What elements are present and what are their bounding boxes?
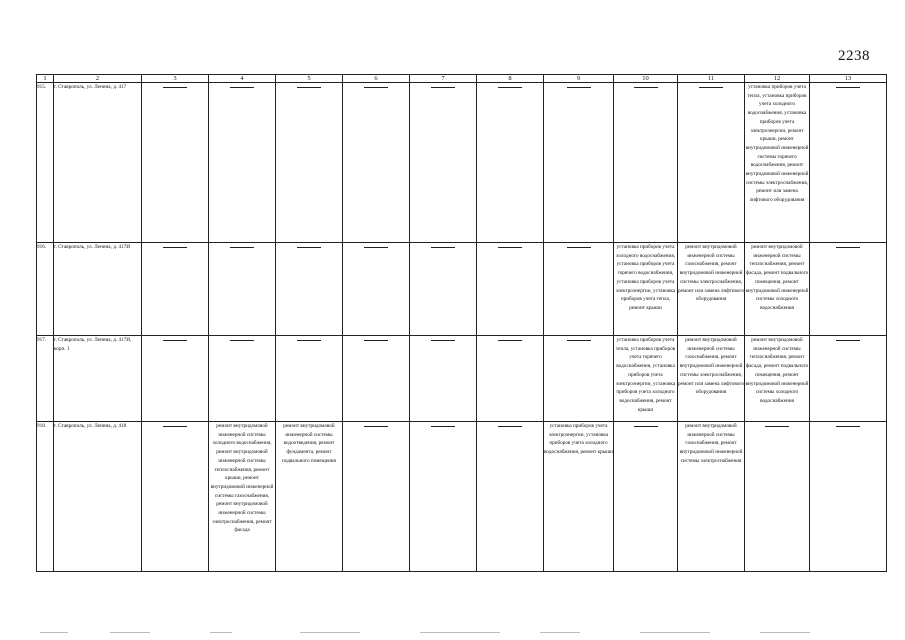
dash-mark	[431, 247, 455, 248]
work-list-cell: ремонт внутридомовой инженерной системы газоснабжения, ремонт внутридомовой инженерной системы электроснабжения, ремонт или замена лифтового оборудования	[678, 336, 745, 422]
register-table	[36, 74, 887, 572]
empty-dash-cell	[810, 422, 887, 572]
work-list-cell: установка приборов учета тепла, установка приборов учета холодного водоснабжения, установка приборов учета электроэнергии, ремонт крыши, ремонт внутридомовой инженерной системы горячего водоснабжения, ремонт внутридомовой инженерной системы электроснабжения, ремонт или замена лифтового оборудования	[745, 83, 810, 243]
dash-mark	[431, 340, 455, 341]
empty-dash-cell	[343, 336, 410, 422]
dash-mark	[431, 426, 455, 427]
row-number: 915.	[37, 83, 54, 243]
empty-dash-cell	[810, 83, 887, 243]
dash-mark	[634, 426, 658, 427]
column-header-6: 6	[343, 75, 410, 83]
table-header	[37, 75, 887, 83]
row-number: 916.	[37, 243, 54, 336]
empty-dash-cell	[276, 336, 343, 422]
table-body	[37, 83, 887, 572]
empty-dash-cell	[343, 243, 410, 336]
page-number: 2238	[838, 48, 870, 64]
work-list-cell: ремонт внутридомовой инженерной системы холодного водоснабжения, ремонт внутридомовой инженерной системы теплоснабжения, ремонт крыши, ремонт внутридомовой инженерной системы газоснабжения, ремонт внутридомовой инженерной системы электроснабжения, ремонт фасада	[209, 422, 276, 572]
dash-mark	[364, 87, 388, 88]
dash-mark	[163, 247, 187, 248]
empty-dash-cell	[209, 336, 276, 422]
work-list-cell: ремонт внутридомовой инженерной системы газоснабжения, ремонт внутридомовой инженерной системы электроснабжения	[678, 422, 745, 572]
dash-mark	[230, 247, 254, 248]
work-list-cell: установка приборов учета холодного водоснабжения, установка приборов учета горячего водоснабжения, установка приборов учета электроэнергии, установка приборов учета тепла, ремонт крыши	[614, 243, 678, 336]
dash-mark	[163, 87, 187, 88]
empty-dash-cell	[209, 243, 276, 336]
dash-mark	[634, 87, 658, 88]
empty-dash-cell	[614, 83, 678, 243]
empty-dash-cell	[544, 243, 614, 336]
empty-dash-cell	[410, 243, 477, 336]
column-header-9: 9	[544, 75, 614, 83]
table-row	[37, 83, 887, 243]
column-header-8: 8	[477, 75, 544, 83]
dash-mark	[836, 426, 860, 427]
empty-dash-cell	[614, 422, 678, 572]
work-list-cell: ремонт внутридомовой инженерной системы теплоснабжения, ремонт фасада, ремонт подвального помещения, ремонт внутридомовой инженерной системы холодного водоснабжения	[745, 243, 810, 336]
dash-mark	[364, 247, 388, 248]
empty-dash-cell	[410, 422, 477, 572]
empty-dash-cell	[410, 83, 477, 243]
dash-mark	[163, 426, 187, 427]
address-cell: г. Ставрополь, ул. Ленина, д. 417И	[54, 243, 142, 336]
work-list-cell: установка приборов учета электроэнергии, установка приборов учета холодного водоснабжения, ремонт крыши	[544, 422, 614, 572]
empty-dash-cell	[678, 83, 745, 243]
work-list-cell: ремонт внутридомовой инженерной системы водоотведения, ремонт фундамента, ремонт подвального помещения	[276, 422, 343, 572]
dash-mark	[836, 340, 860, 341]
dash-mark	[498, 340, 522, 341]
empty-dash-cell	[544, 83, 614, 243]
address-cell: г. Ставрополь, ул. Ленина, д. 418	[54, 422, 142, 572]
table-row	[37, 336, 887, 422]
column-header-1: 1	[37, 75, 54, 83]
dash-mark	[498, 247, 522, 248]
empty-dash-cell	[209, 83, 276, 243]
empty-dash-cell	[343, 83, 410, 243]
work-list-cell: установка приборов учета тепла, установка приборов учета горячего водоснабжения, установка приборов учета электроэнергии, установка приборов учета холодного водоснабжения, ремонт крыши	[614, 336, 678, 422]
dash-mark	[431, 87, 455, 88]
dash-mark	[297, 87, 321, 88]
dash-mark	[498, 426, 522, 427]
dash-mark	[230, 87, 254, 88]
empty-dash-cell	[142, 243, 209, 336]
dash-mark	[163, 340, 187, 341]
empty-dash-cell	[276, 83, 343, 243]
dash-mark	[230, 340, 254, 341]
column-header-10: 10	[614, 75, 678, 83]
column-header-5: 5	[276, 75, 343, 83]
empty-dash-cell	[276, 243, 343, 336]
empty-dash-cell	[810, 336, 887, 422]
empty-dash-cell	[142, 422, 209, 572]
column-header-7: 7	[410, 75, 477, 83]
dash-mark	[567, 87, 591, 88]
bottom-scan-artifacts	[0, 628, 905, 638]
empty-dash-cell	[477, 243, 544, 336]
table-row	[37, 243, 887, 336]
empty-dash-cell	[142, 336, 209, 422]
dash-mark	[567, 247, 591, 248]
dash-mark	[498, 87, 522, 88]
dash-mark	[364, 426, 388, 427]
column-header-2: 2	[54, 75, 142, 83]
dash-mark	[364, 340, 388, 341]
row-number: 918.	[37, 422, 54, 572]
work-list-cell: ремонт внутридомовой инженерной системы теплоснабжения, ремонт фасада, ремонт подвального помещения, ремонт внутридомовой инженерной системы холодного водоснабжения	[745, 336, 810, 422]
empty-dash-cell	[745, 422, 810, 572]
column-header-4: 4	[209, 75, 276, 83]
empty-dash-cell	[810, 243, 887, 336]
dash-mark	[297, 247, 321, 248]
table-row	[37, 422, 887, 572]
dash-mark	[699, 87, 723, 88]
row-number: 917.	[37, 336, 54, 422]
dash-mark	[567, 340, 591, 341]
work-list-cell: ремонт внутридомовой инженерной системы газоснабжения, ремонт внутридомовой инженерной системы электроснабжения, ремонт или замена лифтового оборудования	[678, 243, 745, 336]
column-header-11: 11	[678, 75, 745, 83]
address-cell: г. Ставрополь, ул. Ленина, д. 417	[54, 83, 142, 243]
empty-dash-cell	[477, 422, 544, 572]
column-header-3: 3	[142, 75, 209, 83]
dash-mark	[836, 87, 860, 88]
empty-dash-cell	[477, 336, 544, 422]
empty-dash-cell	[343, 422, 410, 572]
empty-dash-cell	[544, 336, 614, 422]
column-header-12: 12	[745, 75, 810, 83]
empty-dash-cell	[477, 83, 544, 243]
empty-dash-cell	[410, 336, 477, 422]
address-cell: г. Ставрополь, ул. Ленина, д. 417И, корп. 1	[54, 336, 142, 422]
empty-dash-cell	[142, 83, 209, 243]
column-header-13: 13	[810, 75, 887, 83]
dash-mark	[836, 247, 860, 248]
dash-mark	[297, 340, 321, 341]
dash-mark	[765, 426, 789, 427]
